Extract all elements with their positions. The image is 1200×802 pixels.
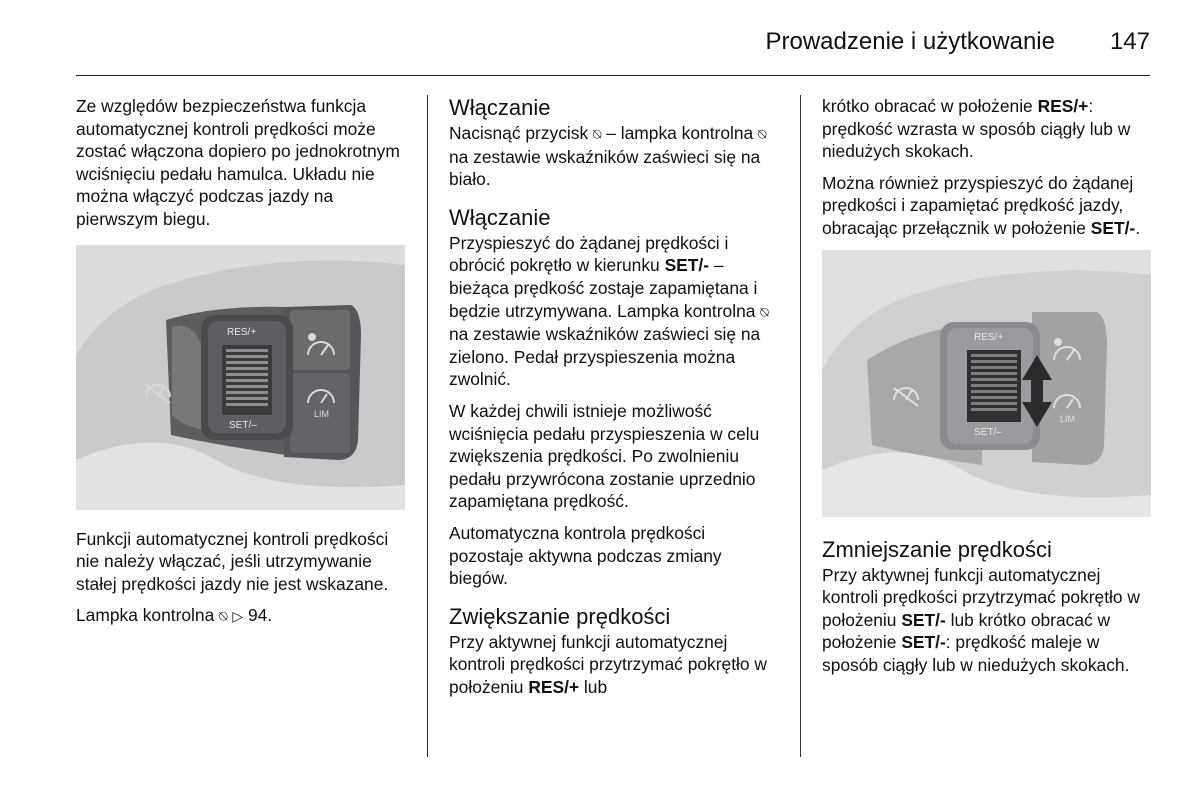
set-minus-label: SET/– (974, 426, 1002, 438)
section-heading-wlaczanie-1: Włączanie (449, 95, 551, 120)
page-reference-arrow-icon: ▷ (232, 608, 244, 625)
header-rule (76, 75, 1150, 76)
set-paragraph: Można również przyspieszyć do żądanej prędkości i zapamiętać prędkość jazdy, obracając przełącznik w położenie SET/-. (822, 172, 1141, 238)
page-reference-link[interactable]: 94. (247, 605, 273, 626)
cruise-control-icon: ⍉ (760, 303, 769, 320)
cruise-control-icon: ⍉ (219, 608, 228, 625)
cruise-control-icon: ⍉ (593, 126, 602, 142)
steering-controls-figure-2 (822, 250, 1151, 517)
gears-paragraph: Automatyczna kontrola prędkości pozostaje aktywna podczas zmiany biegów. (449, 522, 722, 589)
indicator-reference: Lampka kontrolna ⍉ ▷ 94. (76, 605, 273, 626)
column-divider-1 (427, 95, 428, 757)
section-paragraph: Przy aktywnej funkcji automatycznej kontroli prędkości przytrzymać pokrętło w położeniu RES/+ lub (449, 631, 767, 697)
section-paragraph: Przyspieszyć do żądanej prędkości i obrócić pokrętło w kierunku SET/- – bieżąca prędkość zostaje zapamiętana i będzie utrzymywana. Lampka kontrolna ⍉ na zestawie wskaźników zaświeci się na zielono. Pedał przyspieszenia można zwolnić. (449, 232, 769, 390)
continuation-paragraph: krótko obracać w położenie RES/+: prędkość wzrasta w sposób ciągły lub w niedużych skokach. (822, 96, 1131, 162)
lim-label: LIM (1060, 413, 1076, 424)
column-3 (822, 95, 1152, 686)
steering-controls-figure-1 (76, 245, 405, 510)
lim-label: LIM (314, 408, 330, 419)
section-heading-wlaczanie-2: Włączanie (449, 204, 551, 230)
set-minus-label: SET/– (229, 419, 257, 431)
safety-paragraph: Ze względów bezpieczeństwa funkcja automatycznej kontroli prędkości może zostać włączona dopiero po jednokrotnym wciśnięciu pedału hamulca. Układu nie można włączyć podczas jazdy na pierwszym biegu. (76, 96, 400, 229)
column-2 (449, 95, 784, 707)
section-paragraph: Przy aktywnej funkcji automatycznej kontroli prędkości przytrzymać pokrętło w położeniu SET/- lub krótko obracać w położenie SET/-: prędkość maleje w sposób ciągły lub w niedużych skokach. (822, 564, 1140, 675)
warning-paragraph: Funkcji automatycznej kontroli prędkości nie należy włączać, jeśli utrzymywanie stałej prędkości jazdy nie jest wskazane. (76, 528, 389, 594)
page-header (0, 24, 1200, 64)
section-heading-increase-speed: Zwiększanie prędkości (449, 603, 671, 629)
res-plus-label: RES/+ (227, 326, 257, 338)
accelerator-paragraph: W każdej chwili istnieje możliwość wciśnięcia pedału przyspieszenia w celu zwiększenia prędkości. Po zwolnieniu pedału przywrócona zostanie uprzednio zapamiętana prędkość. (449, 400, 760, 512)
page-title: Prowadzenie i użytkowanie (765, 28, 1055, 55)
section-paragraph: Nacisnąć przycisk ⍉ – lampka kontrolna ⍉ na zestawie wskaźników zaświeci się na biało. (449, 123, 767, 190)
column-divider-2 (800, 95, 801, 757)
section-heading-decrease-speed: Zmniejszanie prędkości (822, 536, 1052, 562)
res-plus-label: RES/+ (974, 331, 1004, 343)
cruise-control-icon: ⍉ (758, 126, 767, 142)
column-1 (76, 95, 411, 637)
page-number: 147 (1109, 28, 1150, 55)
